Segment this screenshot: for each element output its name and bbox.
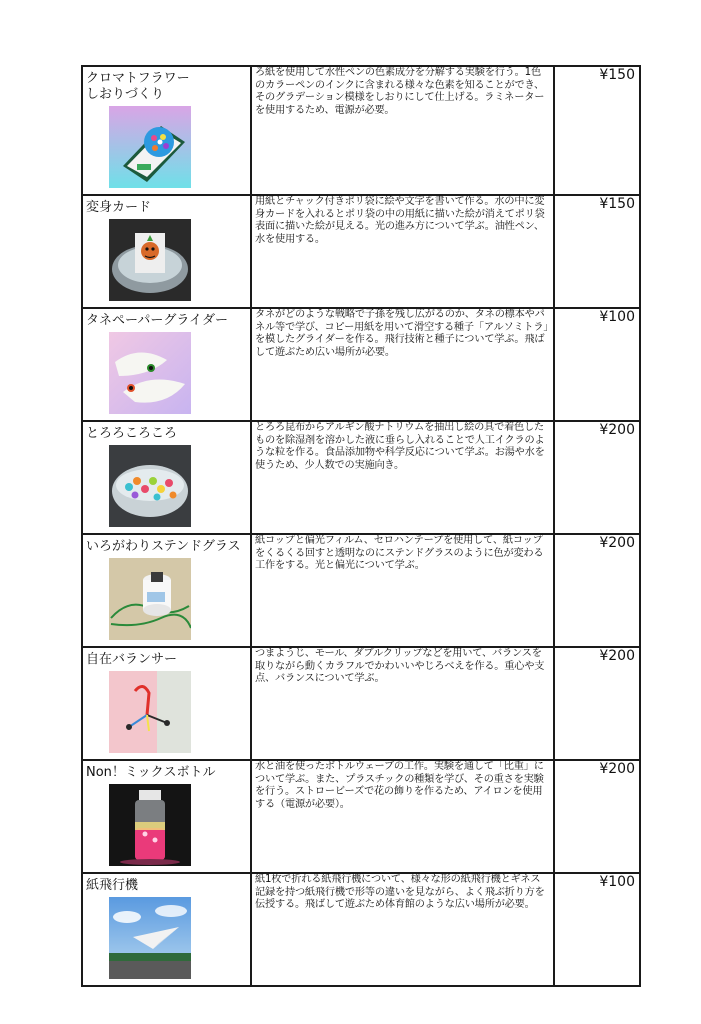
stained-glass-cup-photo bbox=[109, 558, 191, 640]
kit-title: 自在バランサー bbox=[86, 652, 178, 667]
kit-price: ¥150 bbox=[599, 67, 635, 83]
kit-title: クロマトフラワー しおりづくり bbox=[86, 71, 190, 102]
kit-title: タネペーパーグライダー bbox=[86, 313, 228, 328]
kit-description: つまようじ、モール、ダブルクリップなどを用いて、バランスを取りながら動くカラフルでかわいいやじろべえを作る。重心や支点、バランスについて学ぶ。 bbox=[255, 648, 545, 684]
price-cell bbox=[554, 647, 640, 760]
paper-airplane-photo bbox=[109, 897, 191, 979]
price-cell bbox=[554, 534, 640, 647]
kit-price: ¥100 bbox=[599, 874, 635, 890]
name-cell bbox=[82, 534, 251, 647]
table-row bbox=[82, 66, 640, 195]
description-cell bbox=[251, 421, 554, 534]
mix-bottle-photo bbox=[109, 784, 191, 866]
name-cell bbox=[82, 760, 251, 873]
seed-glider-photo bbox=[109, 332, 191, 414]
kit-title: とろろころころ bbox=[86, 426, 178, 441]
kit-title: 紙飛行機 bbox=[86, 878, 139, 893]
kit-price: ¥100 bbox=[599, 309, 635, 325]
kit-price: ¥200 bbox=[599, 648, 635, 664]
table-row bbox=[82, 873, 640, 986]
table-row bbox=[82, 760, 640, 873]
table-row bbox=[82, 534, 640, 647]
price-cell bbox=[554, 421, 640, 534]
kit-description: 水と油を使ったボトルウェーブの工作。実験を通して「比重」について学ぶ。また、プラスチックの種類を学び、その重さを実験を行う。ストロービーズで花の飾りを作るため、アイロンを使用する（電源が必要）。 bbox=[255, 761, 544, 810]
price-cell bbox=[554, 195, 640, 308]
kit-price: ¥150 bbox=[599, 196, 635, 212]
name-cell bbox=[82, 308, 251, 421]
name-cell bbox=[82, 66, 251, 195]
kit-price: ¥200 bbox=[599, 761, 635, 777]
description-cell bbox=[251, 308, 554, 421]
kit-title: Non！ミックスボトル bbox=[86, 765, 216, 780]
kit-description: 紙1枚で折れる紙飛行機について、様々な形の紙飛行機とギネス記録を持つ紙飛行機で形等の違いを見ながら、よく飛ぶ折り方を伝授する。飛ばして遊ぶため体育館のような広い場所が必要。 bbox=[255, 874, 545, 910]
kit-table bbox=[81, 65, 641, 987]
description-cell bbox=[251, 534, 554, 647]
name-cell bbox=[82, 421, 251, 534]
chromatography-bookmark-photo bbox=[109, 106, 191, 188]
price-cell bbox=[554, 308, 640, 421]
description-cell bbox=[251, 760, 554, 873]
description-cell bbox=[251, 195, 554, 308]
transform-card-photo bbox=[109, 219, 191, 301]
kit-price: ¥200 bbox=[599, 422, 635, 438]
kit-description: 紙コップと偏光フィルム、セロハンテープを使用して、紙コップをくるくる回すと透明なのにステンドグラスのように色が変わる工作をする。光と偏光について学ぶ。 bbox=[255, 535, 544, 571]
description-cell bbox=[251, 66, 554, 195]
table-row bbox=[82, 647, 640, 760]
balancer-photo bbox=[109, 671, 191, 753]
table-row bbox=[82, 421, 640, 534]
price-cell bbox=[554, 873, 640, 986]
kit-description: タネがどのような戦略で子孫を残し広がるのか、タネの標本やパネル等で学び、コピー用紙を用いて滑空する種子「アルソミトラ」を模したグライダーを作る。飛行技術と種子について学ぶ。飛ばして遊ぶため広い場所が必要。 bbox=[255, 309, 549, 358]
gel-beads-photo bbox=[109, 445, 191, 527]
description-cell bbox=[251, 873, 554, 986]
name-cell bbox=[82, 873, 251, 986]
price-cell bbox=[554, 66, 640, 195]
table-row bbox=[82, 195, 640, 308]
kit-price: ¥200 bbox=[599, 535, 635, 551]
description-cell bbox=[251, 647, 554, 760]
table-row bbox=[82, 308, 640, 421]
kit-description: 用紙とチャック付きポリ袋に絵や文字を書いて作る。水の中に変身カードを入れるとポリ袋の中の用紙に描いた絵が消えてポリ袋表面に描いた絵が見える。光の進み方について学ぶ。油性ペン、水を使用する。 bbox=[255, 196, 545, 245]
name-cell bbox=[82, 647, 251, 760]
price-cell bbox=[554, 760, 640, 873]
kit-title: 変身カード bbox=[86, 200, 152, 215]
kit-description: ろ紙を使用して水性ペンの色素成分を分解する実験を行う。1色のカラーペンのインクに含まれる様々な色素を知ることができ、そのグラデーション模様をしおりにして仕上げる。ラミネーターを使用するため、電源が必要。 bbox=[255, 67, 545, 116]
name-cell bbox=[82, 195, 251, 308]
kit-description: とろろ昆布からアルギン酸ナトリウムを抽出し絵の具で着色したものを除湿剤を溶かした液に垂らし入れることで人工イクラのような粒を作る。食品添加物や科学反応について学ぶ。お湯や水を使うため、少人数での実施向き。 bbox=[255, 422, 545, 471]
kit-title: いろがわりステンドグラス bbox=[86, 539, 241, 554]
